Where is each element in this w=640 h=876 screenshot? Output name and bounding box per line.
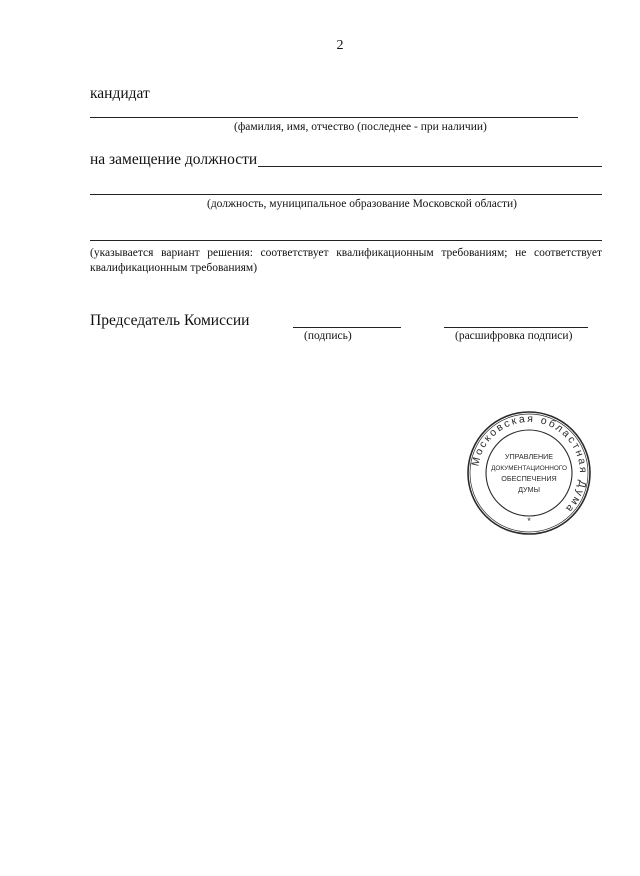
seal-star: * (527, 516, 531, 526)
signature-line (293, 327, 401, 328)
page-number: 2 (336, 38, 344, 53)
signature-decoding-line (444, 327, 588, 328)
decision-caption: (указывается вариант решения: соответствует квалификационным требованиям; не соответствует квалификационным требованиям) (90, 247, 602, 274)
candidate-name-line (90, 117, 578, 118)
seal-line-4: ДУМЫ (518, 485, 540, 494)
position-line (258, 166, 602, 167)
position-label: на замещение должности (90, 151, 258, 168)
position-detail-line (90, 194, 602, 195)
seal-ring-text: Московская областная Дума (469, 412, 590, 517)
position-caption: (должность, муниципальное образование Московской области) (207, 198, 517, 210)
seal-line-2: ДОКУМЕНТАЦИОННОГО (491, 465, 567, 472)
seal-line-1: УПРАВЛЕНИЕ (504, 452, 554, 461)
official-seal (466, 410, 592, 536)
candidate-caption: (фамилия, имя, отчество (последнее - при наличии) (234, 121, 487, 133)
signature-decoding-caption: (расшифровка подписи) (455, 330, 573, 342)
seal-line-3: ОБЕСПЕЧЕНИЯ (501, 474, 557, 483)
decision-line (90, 240, 602, 241)
chairman-label: Председатель Комиссии (90, 312, 250, 329)
signature-caption: (подпись) (304, 330, 352, 342)
candidate-label: кандидат (90, 85, 150, 102)
